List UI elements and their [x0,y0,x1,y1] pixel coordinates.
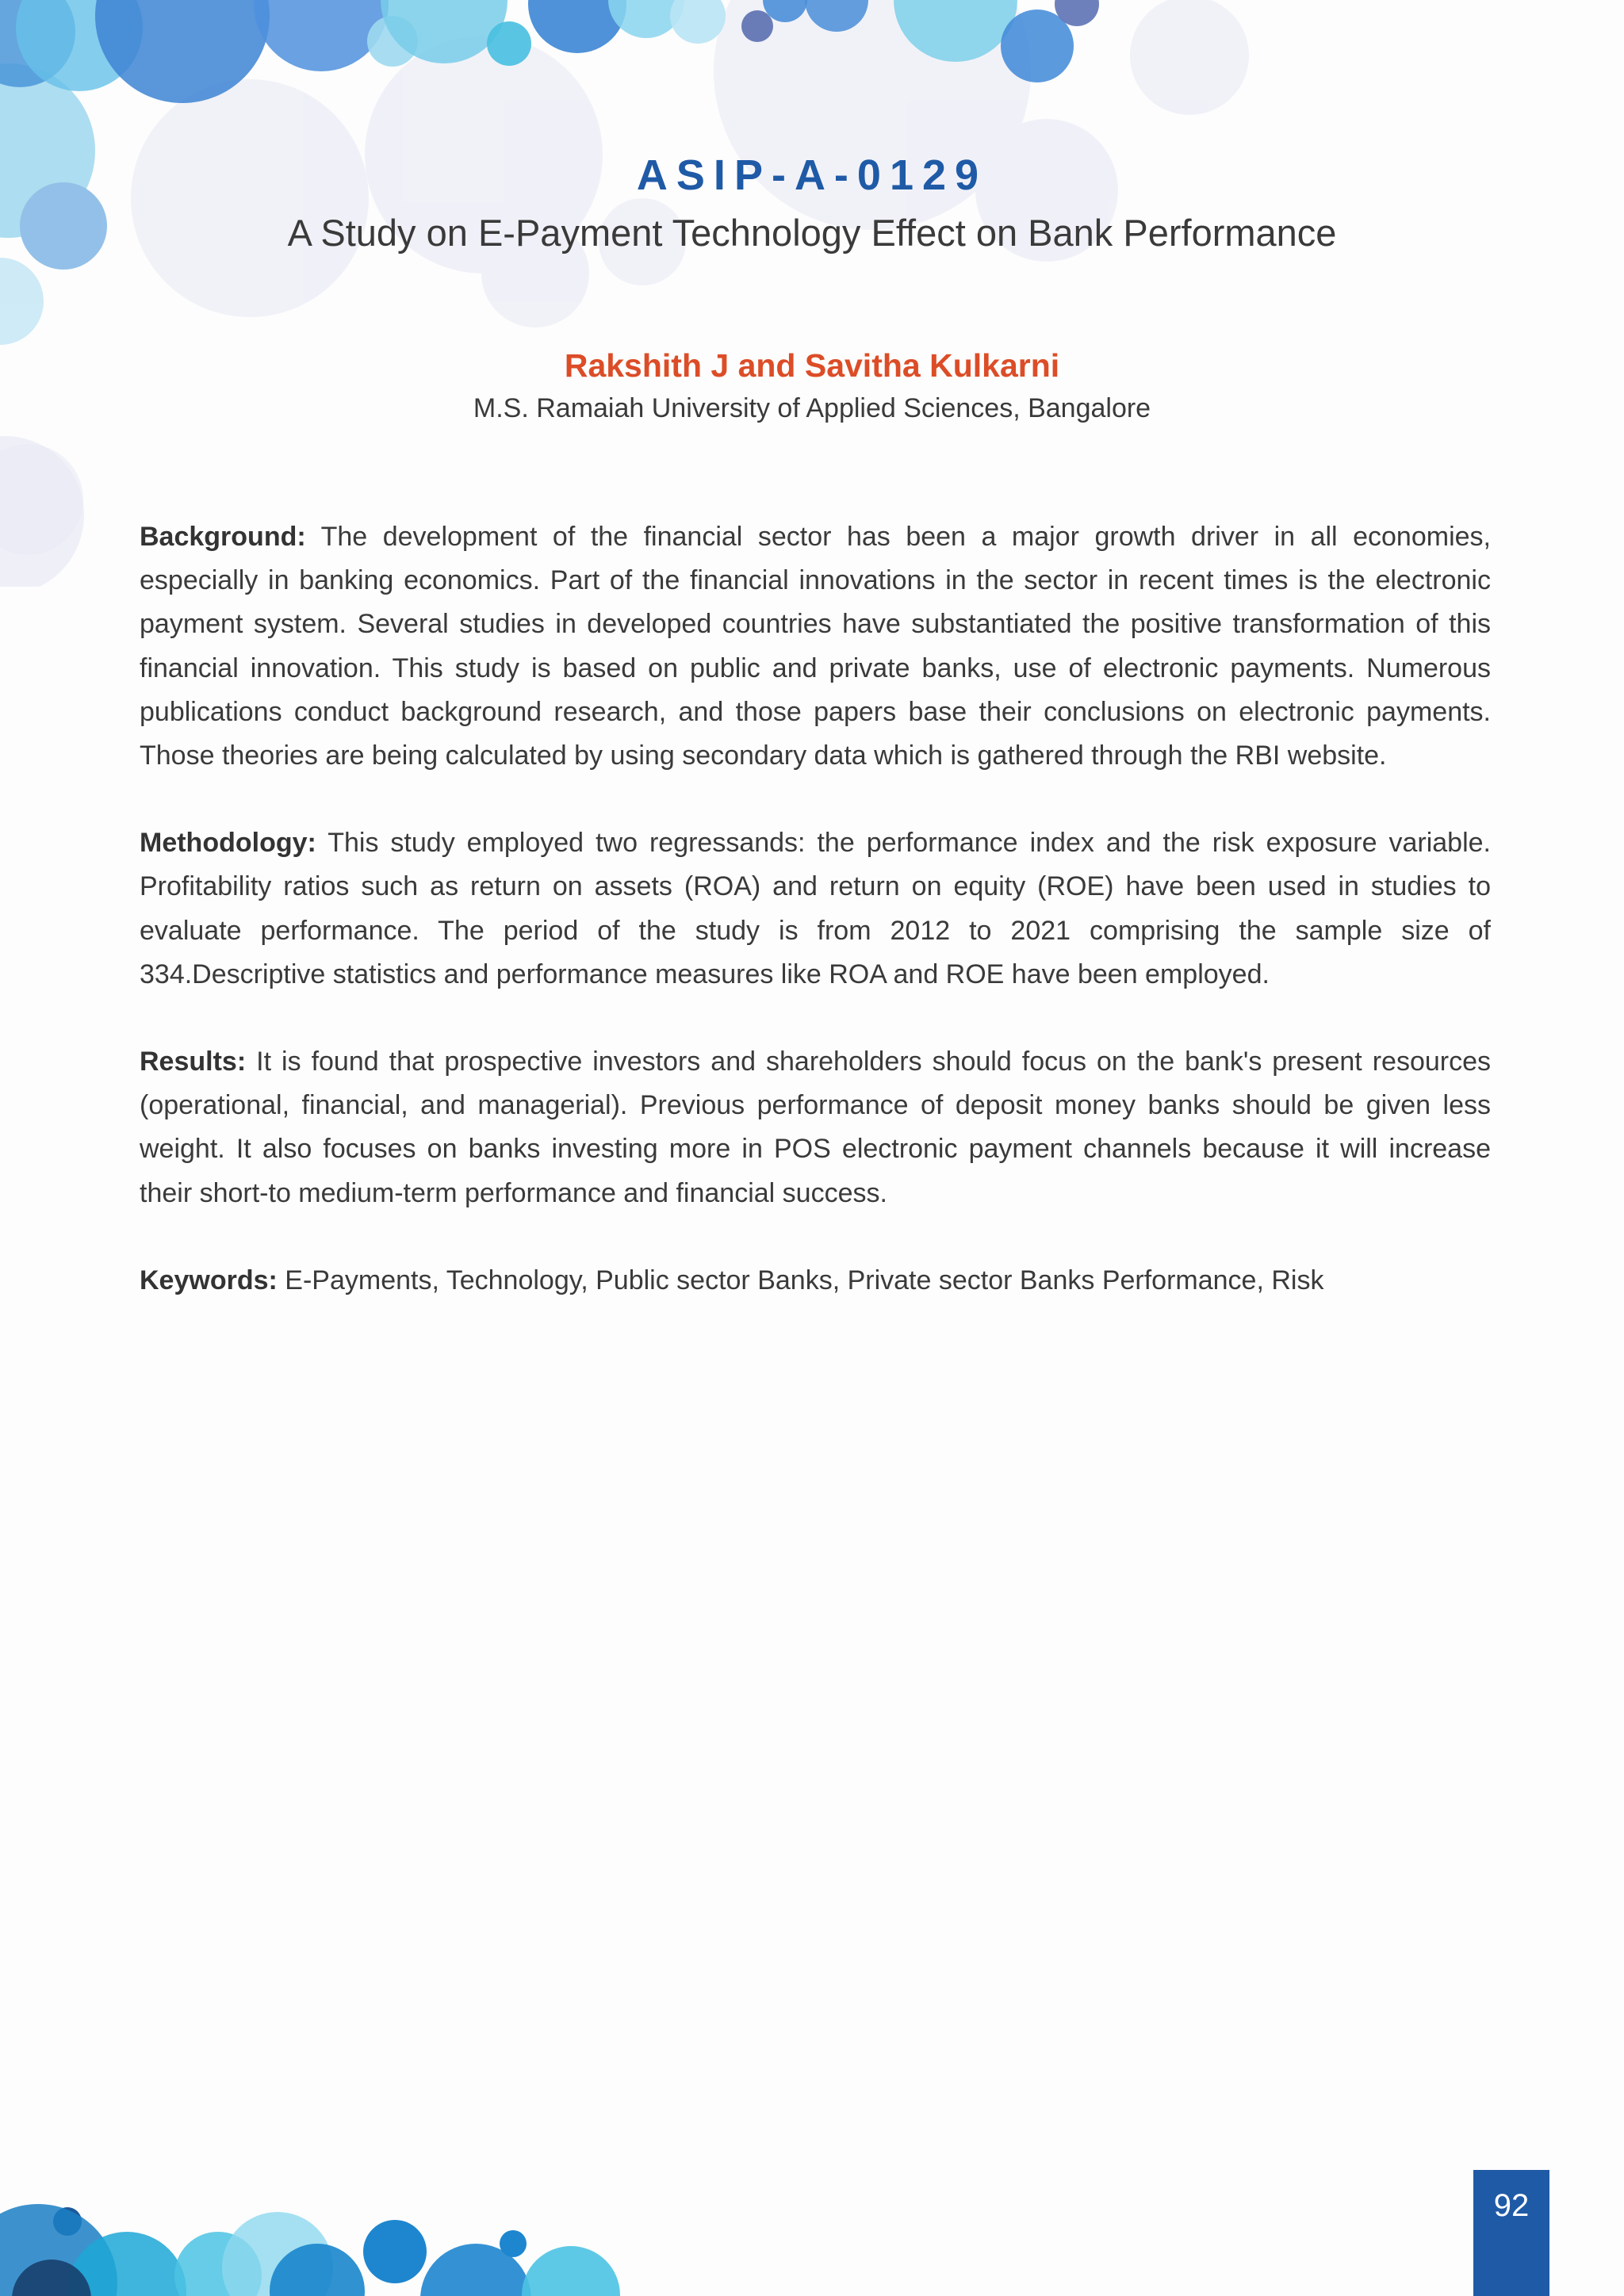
methodology-label: Methodology: [140,828,316,859]
footer-bubble-decoration [0,2172,650,2296]
background-text: The development of the financial sector has been a major growth driver in all economies, especially in banking economics. Part of the financial innovations in the sector in recent times is the electronic payment system. Several studies in developed countries have substantiated the positive transformation of this financial innovation. This study is based on public and private banks, use of electronic payments. Numerous publications conduct background research, and those papers base their conclusions on electronic payments. Those theories are being calculated by using secondary data which is gathered through the RBI website. [140,522,1491,771]
keywords-text: E-Payments, Technology, Public sector Banks, Private sector Banks Performance, Risk [285,1265,1324,1295]
results-paragraph [140,1040,1491,1215]
background-label: Background: [140,522,306,552]
methodology-text: This study employed two regressands: the performance index and the risk exposure variable. Profitability ratios such as return on assets (ROA) and return on equity (ROE) have been used in studies to evaluate performance. The period of the study is from 2012 to 2021 comprising the sample size of 334.Descriptive statistics and performance measures like ROA and ROE have been employed. [140,828,1491,989]
page-number: 92 [1473,2170,1549,2296]
background-paragraph [140,515,1491,778]
affiliation: M.S. Ramaiah University of Applied Sciences, Bangalore [473,393,1151,423]
abstract-code: ASIP-A-0129 [636,151,988,199]
keywords-label: Keywords: [140,1265,278,1295]
abstract-title: A Study on E-Payment Technology Effect on Bank Performance [287,212,1337,254]
keywords-paragraph [140,1259,1491,1303]
header-bubble-decoration [0,0,1624,587]
methodology-paragraph [140,821,1491,997]
results-label: Results: [140,1047,247,1077]
results-text: It is found that prospective investors and shareholders should focus on the bank's present resources (operational, financial, and managerial). Previous performance of deposit money banks should be given less weight. It also focuses on banks investing more in POS electronic payment channels because it will increase their short-to medium-term performance and financial success. [140,1047,1491,1208]
authors: Rakshith J and Savitha Kulkarni [564,347,1060,384]
abstract-body [140,515,1491,1346]
